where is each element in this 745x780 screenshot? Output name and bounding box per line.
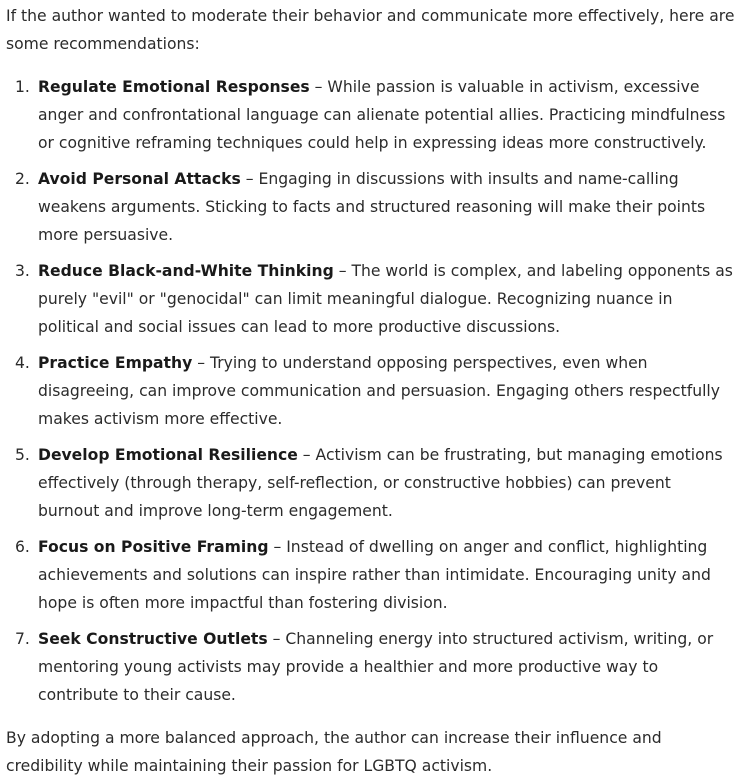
intro-paragraph: If the author wanted to moderate their behavior and communicate more effectively, here are some recommendations: bbox=[6, 7, 735, 53]
recommendation-body: – Activism can be frustrating, but managing emotions effectively (through therapy, self-reflection, or constructive hobbies) can prevent burnout and improve long-term engagement. bbox=[38, 446, 723, 520]
recommendation-title: Avoid Personal Attacks bbox=[38, 170, 241, 188]
list-number: 3. bbox=[15, 262, 30, 280]
list-number: 7. bbox=[15, 630, 30, 648]
recommendations-list bbox=[6, 73, 735, 709]
list-number: 5. bbox=[15, 446, 30, 464]
recommendation-body: – Instead of dwelling on anger and conflict, highlighting achievements and solutions can inspire rather than intimidate. Encouraging unity and hope is often more impactful than fostering division. bbox=[38, 538, 711, 612]
outro-paragraph: By adopting a more balanced approach, the author can increase their influence and credibility while maintaining their passion for LGBTQ activism. bbox=[6, 729, 662, 775]
recommendation-title: Seek Constructive Outlets bbox=[38, 630, 268, 648]
list-item bbox=[6, 73, 735, 157]
recommendation-title: Focus on Positive Framing bbox=[38, 538, 269, 556]
list-item bbox=[6, 441, 735, 525]
recommendation-body: – The world is complex, and labeling opponents as purely "evil" or "genocidal" can limit meaningful dialogue. Recognizing nuance in political and social issues can lead to more productive discussions. bbox=[38, 262, 733, 336]
list-number: 1. bbox=[15, 78, 30, 96]
list-item bbox=[6, 165, 735, 249]
list-item bbox=[6, 257, 735, 341]
recommendation-body: – Trying to understand opposing perspectives, even when disagreeing, can improve communication and persuasion. Engaging others respectfully makes activism more effective. bbox=[38, 354, 720, 428]
recommendation-title: Practice Empathy bbox=[38, 354, 193, 372]
recommendation-title: Develop Emotional Resilience bbox=[38, 446, 298, 464]
list-item bbox=[6, 533, 735, 617]
list-item bbox=[6, 625, 735, 709]
recommendation-body: – Channeling energy into structured activism, writing, or mentoring young activists may provide a healthier and more productive way to contribute to their cause. bbox=[38, 630, 714, 704]
recommendation-body: – Engaging in discussions with insults and name-calling weakens arguments. Sticking to facts and structured reasoning will make their points more persuasive. bbox=[38, 170, 706, 244]
recommendation-title: Regulate Emotional Responses bbox=[38, 78, 310, 96]
list-number: 4. bbox=[15, 354, 30, 372]
list-number: 2. bbox=[15, 170, 30, 188]
list-number: 6. bbox=[15, 538, 30, 556]
recommendation-body: – While passion is valuable in activism, excessive anger and confrontational language can alienate potential allies. Practicing mindfulness or cognitive reframing techniques could help in expressing ideas more constructively. bbox=[38, 78, 726, 152]
list-item bbox=[6, 349, 735, 433]
recommendation-title: Reduce Black-and-White Thinking bbox=[38, 262, 334, 280]
